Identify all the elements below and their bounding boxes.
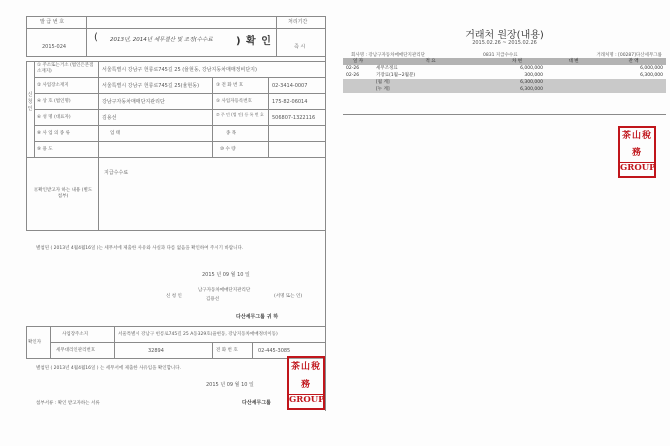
- confirm-content-value: 지급수수료: [104, 170, 129, 176]
- ledger-cumulative-total-row: [343, 86, 666, 93]
- company-seal-stamp-right: [618, 126, 656, 178]
- row-business-type-label: ⑧ 사 업 의 종 류: [37, 131, 70, 136]
- row-address-value: 서울특별시 강남구 헌릉로745길 25 (율현동, 강남지동차매매정비단지): [102, 67, 257, 73]
- ledger-row: [343, 72, 666, 79]
- row-quantity-label: ⑩ 수 량: [220, 147, 236, 152]
- account-ledger: [343, 14, 666, 114]
- footer-text: 별첨된 ( 2013년 4월4월16일 ) 는 세무서에 제출한 사유임을 확인합니다.: [36, 366, 182, 371]
- issue-number: 2015-024: [42, 44, 67, 50]
- ledger-account: 0831 지급수수료: [483, 53, 518, 58]
- issuer-name: 다산세무그룹: [242, 400, 271, 406]
- ledger-period: 2015.02.26 ~ 2015.02.26: [472, 40, 537, 46]
- row-name-label: ⑥ 성 명 (대표자): [37, 115, 71, 120]
- row-address-label: ① 주소또는거소 (법인은본점소재지): [37, 63, 94, 74]
- applicant-vertical-label: 신 청 인: [27, 92, 33, 112]
- row-balance: 6,000,000: [640, 66, 663, 71]
- confirmation-certificate: [6, 4, 326, 414]
- row-balance: [601, 79, 666, 86]
- row-desc: 기장료(1월~2월분): [376, 73, 416, 78]
- row-debit: 300,000: [524, 73, 543, 78]
- row-biz-reg-value: 175-82-06014: [272, 99, 308, 105]
- header-date: 일 자: [343, 58, 373, 65]
- row-credit: [546, 86, 601, 93]
- issue-number-label: 발 급 번 호: [40, 19, 65, 25]
- row-purpose-label: ⑨ 용 도: [37, 147, 53, 152]
- attachment-note: 첨부서류 : 확인 받고자하는 서류: [36, 401, 100, 406]
- certificate-date: 2015 년 09 월 10 일: [202, 272, 250, 278]
- agent-mgmt-no-value: 32894: [148, 348, 164, 354]
- ledger-table: [343, 58, 666, 93]
- row-desc: 세무조정료: [376, 66, 398, 71]
- row-debit: 6,300,000: [488, 79, 546, 86]
- row-phone-label: ③ 전 화 번 호: [216, 83, 244, 88]
- header-debit: 차 변: [488, 58, 546, 65]
- agent-phone-label: 전 화 번 호: [216, 348, 238, 353]
- ledger-row: [343, 65, 666, 72]
- row-date: [343, 79, 373, 86]
- ledger-partner: 거래처명 : [00287]다산세무그룹: [596, 53, 662, 58]
- seal-han-text: 茶山稅務: [621, 131, 652, 158]
- certificate-body-text: 별첨된 ( 2013년 4월4월16일 )는 세무서에 제출한 사유와 사실과 다름 없음을 확인하여 주시기 바랍니다.: [36, 246, 244, 251]
- seal-han-text: 茶山稅務: [290, 362, 321, 390]
- row-balance: 6,300,000: [640, 73, 663, 78]
- row-trade-name-label: ④ 상 호 (법인명): [37, 99, 71, 104]
- row-debit: 6,300,000: [488, 86, 546, 93]
- process-period-value: 즉 시: [294, 44, 306, 50]
- row-date: 02-26: [346, 66, 360, 71]
- row-item-label: 종 목: [226, 131, 237, 136]
- row-trade-name-value: 강남구자동차매매단지관리단: [102, 99, 165, 105]
- title-open-paren: (: [94, 32, 98, 43]
- header-desc: 적 요: [373, 58, 488, 65]
- seal-note: (서명 또는 인): [274, 294, 303, 299]
- agent-phone-value: 02-445-3085: [258, 348, 291, 354]
- row-credit: [546, 79, 601, 86]
- ledger-header-row: [343, 58, 666, 65]
- agent-mgmt-no-label: 세무대리인관리번호: [56, 348, 96, 353]
- ledger-monthly-total-row: [343, 79, 666, 86]
- process-period-label: 처리기간: [288, 19, 308, 25]
- row-id-value: 506807-1322116: [272, 115, 316, 121]
- recipient: 다산세무그룹 귀 하: [236, 314, 279, 320]
- agent-vertical-label: 확인자: [28, 340, 42, 345]
- row-name-value: 김용선: [102, 115, 117, 121]
- agent-address-value: 서울특별시 강남구 헌릉로745길 25 A동329호(율현동, 강남지동차매매정비이동): [118, 332, 278, 337]
- row-business-category-label: 업 태: [110, 131, 121, 136]
- row-business-place-value: 서울특별시 강남구 헌릉로745길 25(율현동): [102, 83, 200, 89]
- ledger-title: 거래처 원장(내용): [465, 30, 544, 41]
- header-credit: 대 변: [546, 58, 601, 65]
- row-biz-reg-label: ⑤ 사업자등록번호: [216, 99, 252, 104]
- row-credit: [546, 65, 601, 72]
- row-balance: [601, 86, 666, 93]
- company-seal-stamp-left: [287, 356, 325, 410]
- row-date: 02-26: [346, 73, 360, 78]
- applicant-org: 남구자동차매매단지관리단: [198, 288, 251, 293]
- title-inner-text: 2013년, 2014년 세무결산 및 조정(수수료: [110, 37, 213, 43]
- agent-address-label: 사업장주소지: [62, 332, 89, 337]
- row-desc: [누 계]: [373, 86, 488, 93]
- row-credit: [546, 72, 601, 79]
- seal-group-text: GROUP: [289, 395, 325, 405]
- row-debit: 6,000,000: [520, 66, 543, 71]
- row-date: [343, 86, 373, 93]
- applicant-name: 김용선: [206, 297, 220, 302]
- seal-group-text: GROUP: [620, 163, 656, 173]
- footer-date: 2015 년 09 월 10 일: [206, 382, 254, 388]
- header-balance: 잔 액: [601, 58, 666, 65]
- row-phone-value: 02-3414-0007: [272, 83, 308, 89]
- row-business-place-label: ② 사업장소재지: [37, 83, 69, 88]
- ledger-company: 회사명 : 강남구자동차매매단지관리단: [351, 53, 425, 58]
- row-desc: [월 계]: [373, 79, 488, 86]
- row-id-label: ⑦ 주 민 (법 인) 등 록 번 호: [216, 112, 264, 117]
- applicant-label: 신 청 인: [166, 294, 182, 299]
- certificate-title: ) 확 인: [236, 36, 272, 47]
- confirm-content-label: ⑪확인받고자 하는 내용 (별도첨부): [33, 188, 93, 199]
